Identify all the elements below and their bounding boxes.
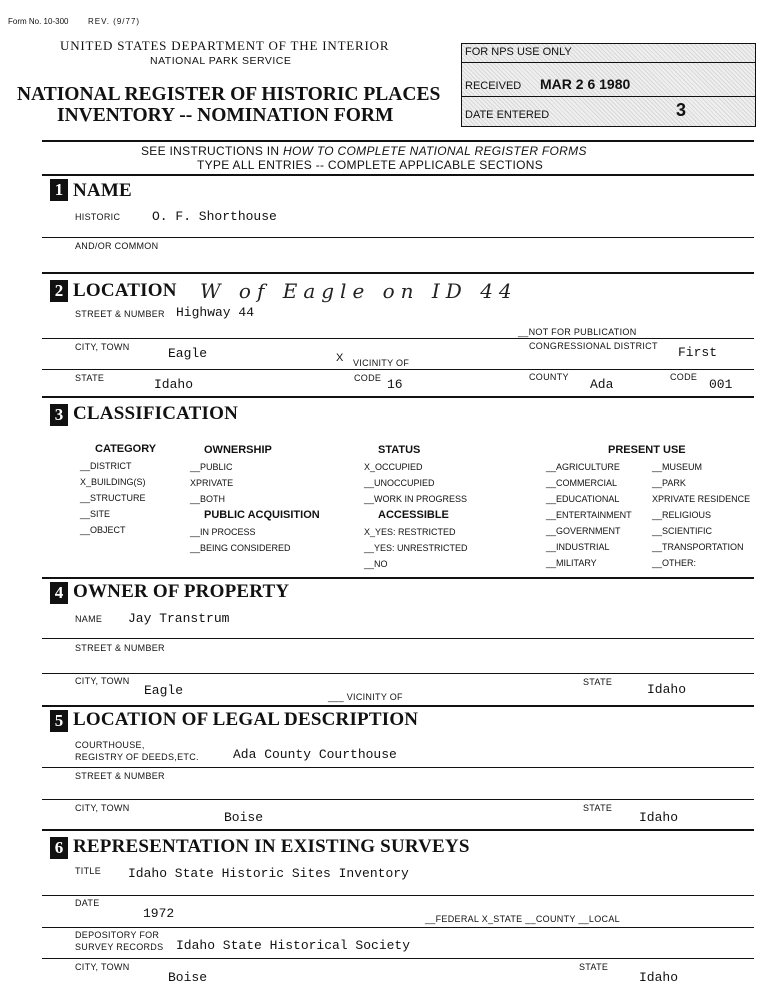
present-use-heading: PRESENT USE [608, 444, 686, 456]
owner-state-value: Idaho [647, 682, 687, 697]
state-label: STATE [75, 373, 105, 383]
section-1-title: NAME [73, 180, 132, 201]
section-4-title: OWNER OF PROPERTY [73, 581, 290, 602]
congressional-district-label: CONGRESSIONAL DISTRICT [529, 341, 658, 351]
use-private-residence: XPRIVATE RESIDENCE [652, 494, 751, 504]
congressional-district-value: First [678, 345, 718, 360]
date-entered-stamp: 3 [676, 100, 687, 120]
survey-date-value: 1972 [143, 906, 175, 921]
form-title-line1: NATIONAL REGISTER OF HISTORIC PLACES [17, 84, 441, 105]
depository-city-value: Boise [168, 970, 208, 985]
historic-value: O. F. Shorthouse [152, 209, 277, 224]
city-town-label: CITY, TOWN [75, 342, 130, 352]
status-heading: STATUS [378, 444, 421, 456]
county-label: COUNTY [529, 372, 569, 382]
section-5-title: LOCATION OF LEGAL DESCRIPTION [73, 709, 419, 730]
use-industrial: __INDUSTRIAL [546, 542, 610, 552]
form-title-line2: INVENTORY -- NOMINATION FORM [57, 105, 394, 126]
courthouse-label: COURTHOUSE, [75, 740, 145, 750]
section-1-number: 1 [50, 179, 68, 201]
accessible-unrestricted: __YES: UNRESTRICTED [364, 543, 468, 553]
use-religious: __RELIGIOUS [652, 510, 712, 520]
date-entered-label: DATE ENTERED [465, 109, 550, 121]
accessible-restricted: X_YES: RESTRICTED [364, 527, 456, 537]
legal-street-label: STREET & NUMBER [75, 771, 165, 781]
ownership-both: __BOTH [190, 494, 226, 504]
nps-box-label: FOR NPS USE ONLY [465, 46, 572, 58]
instructions-line2: TYPE ALL ENTRIES -- COMPLETE APPLICABLE SECTIONS [197, 158, 544, 172]
category-heading: CATEGORY [95, 443, 157, 455]
section-2-title: LOCATION [73, 280, 177, 301]
acquisition-being-considered: __BEING CONSIDERED [190, 543, 291, 553]
use-other: __OTHER: [652, 558, 697, 568]
category-object: __OBJECT [80, 525, 126, 535]
county-code-value: 001 [709, 377, 733, 392]
survey-title-value: Idaho State Historic Sites Inventory [128, 866, 409, 881]
owner-street-label: STREET & NUMBER [75, 643, 165, 653]
category-buildings: X_BUILDING(S) [80, 477, 146, 487]
state-code-label: CODE [354, 373, 382, 383]
category-district: __DISTRICT [80, 461, 132, 471]
city-town-value: Eagle [168, 346, 208, 361]
status-unoccupied: __UNOCCUPIED [364, 478, 435, 488]
depository-value: Idaho State Historical Society [176, 938, 411, 953]
use-museum: __MUSEUM [652, 462, 703, 472]
form-number: Form No. 10-300 [8, 17, 69, 26]
form-revision: REV. (9/77) [88, 17, 141, 26]
street-number-value: Highway 44 [176, 305, 255, 320]
street-number-label: STREET & NUMBER [75, 309, 165, 319]
survey-title-label: TITLE [75, 866, 102, 876]
category-structure: __STRUCTURE [80, 493, 146, 503]
nps-use-only-box [461, 43, 756, 127]
status-work-in-progress: __WORK IN PROGRESS [364, 494, 468, 504]
owner-city-value: Eagle [144, 683, 184, 698]
owner-state-label: STATE [583, 677, 613, 687]
legal-state-label: STATE [583, 803, 613, 813]
section-6-title: REPRESENTATION IN EXISTING SURVEYS [73, 836, 470, 857]
section-5-number: 5 [50, 710, 68, 732]
instructions-prefix: SEE INSTRUCTIONS IN [141, 144, 284, 158]
use-government: __GOVERNMENT [546, 526, 621, 536]
received-label: RECEIVED [465, 80, 522, 92]
legal-city-label: CITY, TOWN [75, 803, 130, 813]
use-transportation: __TRANSPORTATION [652, 542, 744, 552]
public-acquisition-heading: PUBLIC ACQUISITION [204, 509, 320, 521]
instructions-reference: HOW TO COMPLETE NATIONAL REGISTER FORMS [283, 144, 587, 158]
instructions-line1 [141, 144, 587, 158]
depository-label-line1: DEPOSITORY FOR [75, 930, 160, 940]
legal-city-value: Boise [224, 810, 264, 825]
vicinity-label: VICINITY OF [353, 358, 410, 368]
survey-date-label: DATE [75, 898, 100, 908]
section-3-number: 3 [50, 404, 68, 426]
service-name: NATIONAL PARK SERVICE [150, 55, 292, 67]
handwritten-location-note: W of Eagle on ID 44 [200, 279, 518, 303]
historic-label: HISTORIC [75, 212, 121, 222]
owner-vicinity-label: ___ VICINITY OF [328, 692, 403, 702]
registry-of-deeds-label: REGISTRY OF DEEDS,ETC. [75, 752, 199, 762]
owner-city-label: CITY, TOWN [75, 676, 130, 686]
department-name: UNITED STATES DEPARTMENT OF THE INTERIOR [60, 38, 390, 53]
use-educational: __EDUCATIONAL [546, 494, 620, 504]
accessible-no: __NO [364, 559, 388, 569]
survey-level-options: __FEDERAL X_STATE __COUNTY __LOCAL [425, 914, 620, 924]
section-6-number: 6 [50, 837, 68, 859]
use-scientific: __SCIENTIFIC [652, 526, 713, 536]
use-park: __PARK [652, 478, 686, 488]
use-commercial: __COMMERCIAL [546, 478, 618, 488]
owner-name-value: Jay Transtrum [128, 611, 230, 626]
section-2-number: 2 [50, 280, 68, 302]
ownership-heading: OWNERSHIP [204, 444, 272, 456]
category-site: __SITE [80, 509, 111, 519]
ownership-public: __PUBLIC [190, 462, 233, 472]
county-code-label: CODE [670, 372, 698, 382]
section-3-title: CLASSIFICATION [73, 403, 239, 424]
section-4-number: 4 [50, 582, 68, 604]
vicinity-checkmark: X [336, 352, 344, 364]
received-stamp: MAR 2 6 1980 [540, 76, 631, 92]
not-for-publication-label: __NOT FOR PUBLICATION [518, 327, 637, 337]
status-occupied: X_OCCUPIED [364, 462, 423, 472]
common-name-label: AND/OR COMMON [75, 241, 159, 251]
depository-state-value: Idaho [639, 970, 679, 985]
ownership-private: XPRIVATE [190, 478, 234, 488]
state-value: Idaho [154, 377, 194, 392]
acquisition-in-process: __IN PROCESS [190, 527, 256, 537]
owner-name-label: NAME [75, 614, 103, 624]
use-entertainment: __ENTERTAINMENT [546, 510, 632, 520]
use-agriculture: __AGRICULTURE [546, 462, 620, 472]
use-military: __MILITARY [546, 558, 597, 568]
accessible-heading: ACCESSIBLE [378, 509, 449, 521]
courthouse-value: Ada County Courthouse [233, 747, 397, 762]
depository-state-label: STATE [579, 962, 609, 972]
county-value: Ada [590, 377, 614, 392]
legal-state-value: Idaho [639, 810, 679, 825]
depository-label-line2: SURVEY RECORDS [75, 942, 164, 952]
state-code-value: 16 [387, 377, 403, 392]
depository-city-label: CITY, TOWN [75, 962, 130, 972]
